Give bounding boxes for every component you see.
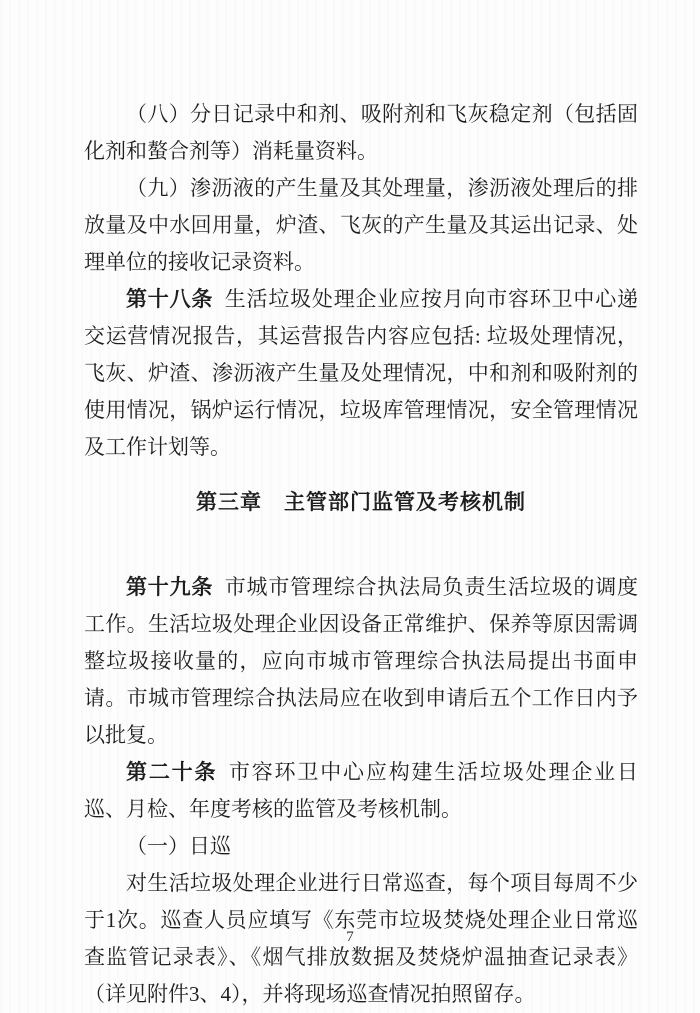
paragraph-article-18 [84,281,638,466]
paragraph-item-8: （八）分日记录中和剂、吸附剂和飞灰稳定剂（包括固化剂和螯合剂等）消耗量资料。 [84,102,638,163]
paragraph-sub-item-1: （一）日巡 [126,834,231,858]
document-body [84,96,638,1013]
chapter-3-heading: 第三章 主管部门监管及考核机制 [196,491,526,514]
paragraph-article-19 [84,569,638,754]
paragraph-daily-patrol: 对生活垃圾处理企业进行日常巡查，每个项目每周不少于1次。巡查人员应填写《东莞市垃圾焚烧处理企业日常巡查监管记录表》、《烟气排放数据及焚烧炉温抽查记录表》（详见附件3、4），并将现场巡查情况拍照留存。 [84,871,638,1006]
paragraph-item-9: （九）渗沥液的产生量及其处理量，渗沥液处理后的排放量及中水回用量，炉渣、飞灰的产生量及其运出记录、处理单位的接收记录资料。 [84,176,638,274]
page-number: 7 [346,929,354,945]
article-18-label: 第十八条 [126,287,214,311]
article-19-label: 第十九条 [126,575,214,599]
article-20-text: 市容环卫中心应构建生活垃圾处理企业日巡、月检、年度考核的监管及考核机制。 [84,760,639,821]
article-20-label: 第二十条 [126,760,218,784]
article-19-text: 市城市管理综合执法局负责生活垃圾的调度工作。生活垃圾处理企业因设备正常维护、保养等原因需调整垃圾接收量的，应向市城市管理综合执法局提出书面申请。市城市管理综合执法局应在收到申请后五个工作日内予以批复。 [84,575,639,747]
article-18-text: 生活垃圾处理企业应按月向市容环卫中心递交运营情况报告，其运营报告内容应包括: 垃圾处理情况，飞灰、炉渣、渗沥液产生量及处理情况，中和剂和吸附剂的使用情况，锅炉运行情况，垃圾库管理情况，安全管理情况及工作计划等。 [84,287,639,459]
paragraph-article-20 [84,754,638,828]
